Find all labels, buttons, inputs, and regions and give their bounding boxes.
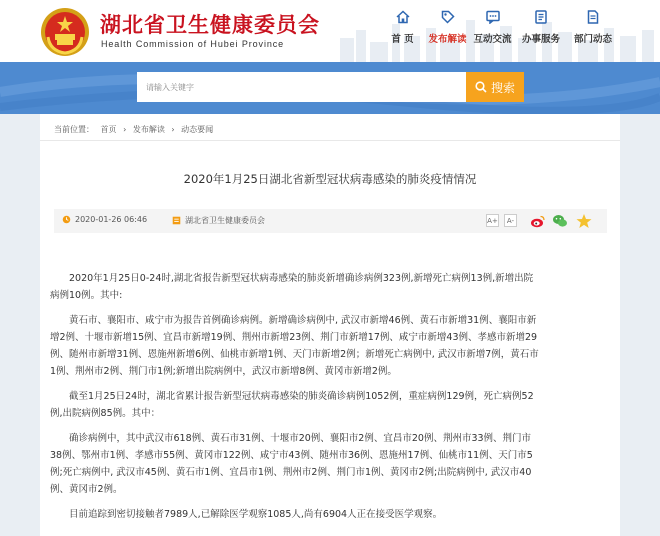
favorite-star-icon[interactable] [576,213,592,229]
nav-label: 首 页 [391,34,414,45]
breadcrumb-separator: › [171,125,175,134]
search-icon [475,81,487,93]
clock-icon [62,215,71,224]
article-date-text: 2020-01-26 06:46 [75,215,148,224]
source-icon [172,216,181,225]
article-meta-bar [54,209,607,233]
nav-item-home[interactable] [380,10,425,58]
article-title: 2020年1月25日湖北省新型冠状病毒感染的肺炎疫情情况 [183,172,477,186]
article-paragraph: 2020年1月25日0-24时,湖北省报告新型冠状病毒感染的肺炎新增确诊病例323例,新增死亡病例13例,新增出院病例10例。其中: [50,273,534,301]
nav-label: 办事服务 [521,34,560,45]
article-date [62,215,147,224]
site-title[interactable]: 湖北省卫生健康委员会 [100,13,320,37]
document-icon [586,10,600,24]
breadcrumb-separator: › [123,125,127,134]
search-band [0,62,660,114]
article-paragraph: 黄石市、襄阳市、咸宁市为报告首例确诊病例。新增确诊病例中, 武汉市新增46例、黄石市新增31例、襄阳市新增2例、十堰市新增15例、宜昌市新增19例、荆州市新增23例、荆门市新增17例、咸宁市新增43例、孝感市新增29例、随州市新增31例、恩施州新增6例、仙桃市新增1例、天门市新增2例；新增死亡病例中, 武汉市新增7例，黄石市1例、荆州市2例、荆门市1例;新增出院病例中，武汉市新增8例、黄冈市新增2例。 [50,315,539,377]
home-icon [396,10,410,24]
nav-item-interaction[interactable] [470,10,515,58]
service-icon [534,10,548,24]
search-button-label: 搜索 [490,80,515,95]
font-size-increase-button[interactable]: A+ [486,214,499,227]
nav-label: 部门动态 [573,34,612,45]
nav-item-department-news[interactable] [567,10,619,58]
article-paragraph: 确诊病例中，其中武汉市618例、黄石市31例、十堰市20例、襄阳市2例、宜昌市20例、荆州市33例、荆门市38例、鄂州市1例、孝感市55例、黄冈市122例、咸宁市43例、随州市36例、恩施州17例、仙桃市11例、天门市5例;死亡病例中, 武汉市45例、黄石市1例、宜昌市1例、荆州市2例、荆门市1例、黄冈市2例;出院病例中, 武汉市40例、黄冈市2例。 [50,433,533,495]
tag-icon [441,10,455,24]
search-button[interactable] [466,72,524,102]
nav-label: 互动交流 [473,34,512,45]
nav-item-services[interactable] [515,10,567,58]
breadcrumb-prefix: 当前位置： [54,125,94,134]
site-header [0,0,660,62]
article-source-text: 湖北省卫生健康委员会 [185,216,265,225]
article-paragraph: 截至1月25日24时，湖北省累计报告新型冠状病毒感染的肺炎确诊病例1052例，重症病例129例，死亡病例52例,出院病例85例。其中： [50,391,534,419]
font-size-decrease-button[interactable]: A- [504,214,517,227]
article-paragraph: 目前追踪到密切接触者7989人,已解除医学观察1085人,尚有6904人正在接受医学观察。 [69,509,443,520]
search-input[interactable]: 请输入关键字 [137,72,466,102]
breadcrumb-link-home[interactable]: 首页 [100,125,117,134]
breadcrumb-link-news[interactable]: 动态要闻 [181,125,214,134]
national-emblem-logo [40,7,90,57]
nav-item-release[interactable] [425,10,470,58]
breadcrumb-divider [40,140,620,141]
chat-icon [486,10,500,24]
main-nav [380,10,619,58]
breadcrumb-link-release[interactable]: 发布解读 [132,125,165,134]
site-subtitle: Health Commission of Hubei Province [101,39,285,49]
article-source [172,215,265,226]
nav-label: 发布解读 [428,34,467,45]
wechat-share-icon[interactable] [552,213,568,229]
breadcrumb [54,124,217,135]
weibo-share-icon[interactable] [530,213,546,229]
article-card [40,114,620,536]
article-body [50,270,540,531]
